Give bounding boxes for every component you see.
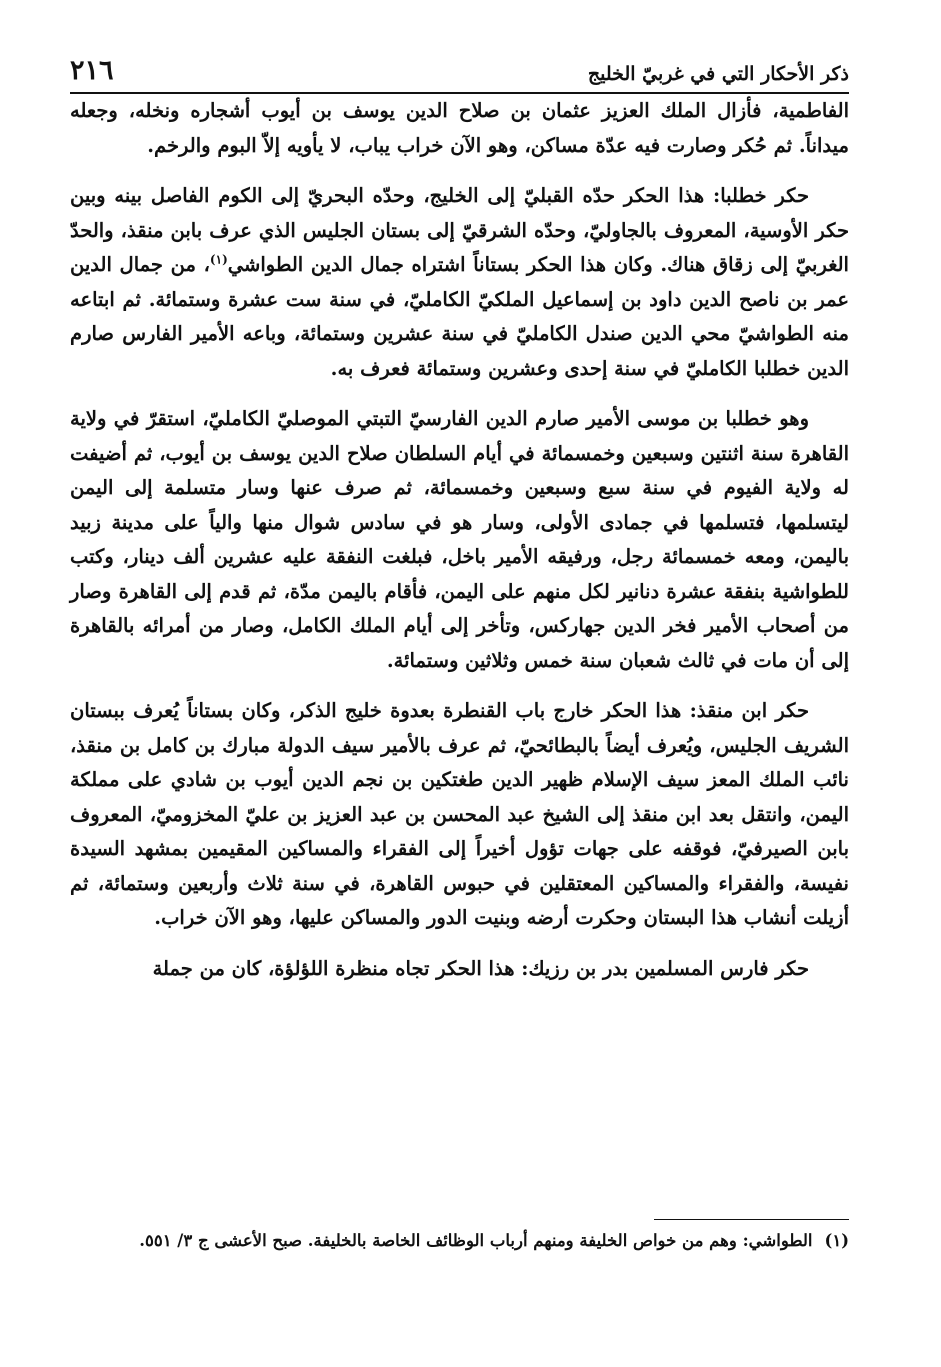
paragraph-hikr-khatlaba-part2: ، من جمال الدين عمر بن ناصح الدين داود بن إسماعيل الملكيّ الكامليّ، في سنة ست عشرة وستمائة. ثم ابتاعه منه الطواشيّ محي الدين صندل الكامليّ في سنة عشرين وستمائة، وباعه الأمير الفارس صارم الدين خطلبا الكامليّ في سنة إحدى وعشرين وستمائة فعرف به. — [70, 253, 849, 380]
page-number: ٢١٦ — [70, 55, 114, 86]
footnote-rule — [654, 1219, 849, 1220]
footnote-reference: (١) — [209, 252, 228, 267]
running-title: ذكر الأحكار التي في غربيّ الخليج — [587, 63, 849, 85]
paragraph-hikr-khatlaba-part1: حكر خطلبا: هذا الحكر حدّه القبليّ إلى الخليج، وحدّه البحريّ إلى الكوم الفاصل بينه وبين حكر الأوسية، المعروف بالجاوليّ، وحدّه الشرقيّ إلى بستان الجليس الذي عرف بابن منقذ، والحدّ الغربيّ إلى زقاق هناك. وكان هذا الحكر بستاناً اشتراه جمال الدين الطواشي — [70, 184, 849, 276]
paragraph-continuation: الفاطمية، فأزال الملك العزيز عثمان بن صلاح الدين يوسف بن أيوب أشجاره ونخله، وجعله ميداناً. ثم حُكر وصارت فيه عدّة مساكن، وهو الآن خراب يباب، لا يأويه إلاّ البوم والرخم. — [70, 99, 849, 157]
footnote-text: الطواشي: وهم من خواص الخليفة ومنهم أرباب الوظائف الخاصة بالخليفة. صبح الأعشى ج ٣/ ٥٥١. — [139, 1231, 813, 1250]
main-text — [70, 94, 849, 1002]
paragraph-khatlaba-biography: وهو خطلبا بن موسى الأمير صارم الدين الفارسيّ التبتي الموصليّ الكامليّ، استقرّ في ولاية القاهرة سنة اثنتين وسبعين وخمسمائة في أيام السلطان صلاح الدين يوسف بن أيوب، ثم أضيفت له ولاية الفيوم في سنة سبع وسبعين وخمسمائة، ثم صرف عنها وسار متسلمة إلى اليمن ليتسلمها، فتسلمها في جمادى الأولى، وسار هو في سادس شوال منها والياً على مدينة زبيد باليمن، ومعه خمسمائة رجل، ورفيقه الأمير باخل، فبلغت النفقة عليه عشرين ألف دينار، وكتب للطواشية بنفقة عشرة دنانير لكل منهم على اليمن، فأقام باليمن مدّة، ثم قدم إلى القاهرة وصار من أصحاب الأمير فخر الدين جهاركس، وتأخر إلى أيام الملك الكامل، وصار من أمرائه بالقاهرة إلى أن مات في ثالث شعبان سنة خمس وثلاثين وستمائة. — [70, 407, 849, 672]
paragraph-hikr-khatlaba — [70, 179, 849, 386]
footnote-entry — [70, 1226, 849, 1256]
paragraph-hikr-faris-al-muslimin: حكر فارس المسلمين بدر بن رزيك: هذا الحكر تجاه منظرة اللؤلؤة، كان من جملة — [152, 956, 809, 980]
page-header — [70, 40, 849, 84]
footnote — [70, 1226, 849, 1256]
footnote-marker: (١) — [824, 1231, 849, 1250]
paragraph-hikr-ibn-munqidh: حكر ابن منقذ: هذا الحكر خارج باب القنطرة بعدوة خليج الذكر، وكان بستاناً يُعرف ببستان الشريف الجليس، ويُعرف أيضاً بالبطائحيّ، ثم عرف بالأمير سيف الدولة مبارك بن كامل بن منقذ، نائب الملك المعز سيف الإسلام ظهير الدين طغتكين بن نجم الدين أيوب بن شادي على مملكة اليمن، وانتقل بعد ابن منقذ إلى الشيخ عبد المحسن بن عبد العزيز بن عليّ المخزوميّ، المعروف بابن الصيرفيّ، فوقفه على جهات تؤول أخيراً إلى الفقراء والمساكين المقيمين بمشهد السيدة نفيسة، والفقراء والمساكين المعتقلين في حبوس القاهرة، في سنة ثلاث وأربعين وستمائة، ثم أزيلت أنشاب هذا البستان وحكرت أرضه وبنيت الدور والمساكن عليها، وهو الآن خراب. — [70, 699, 849, 929]
